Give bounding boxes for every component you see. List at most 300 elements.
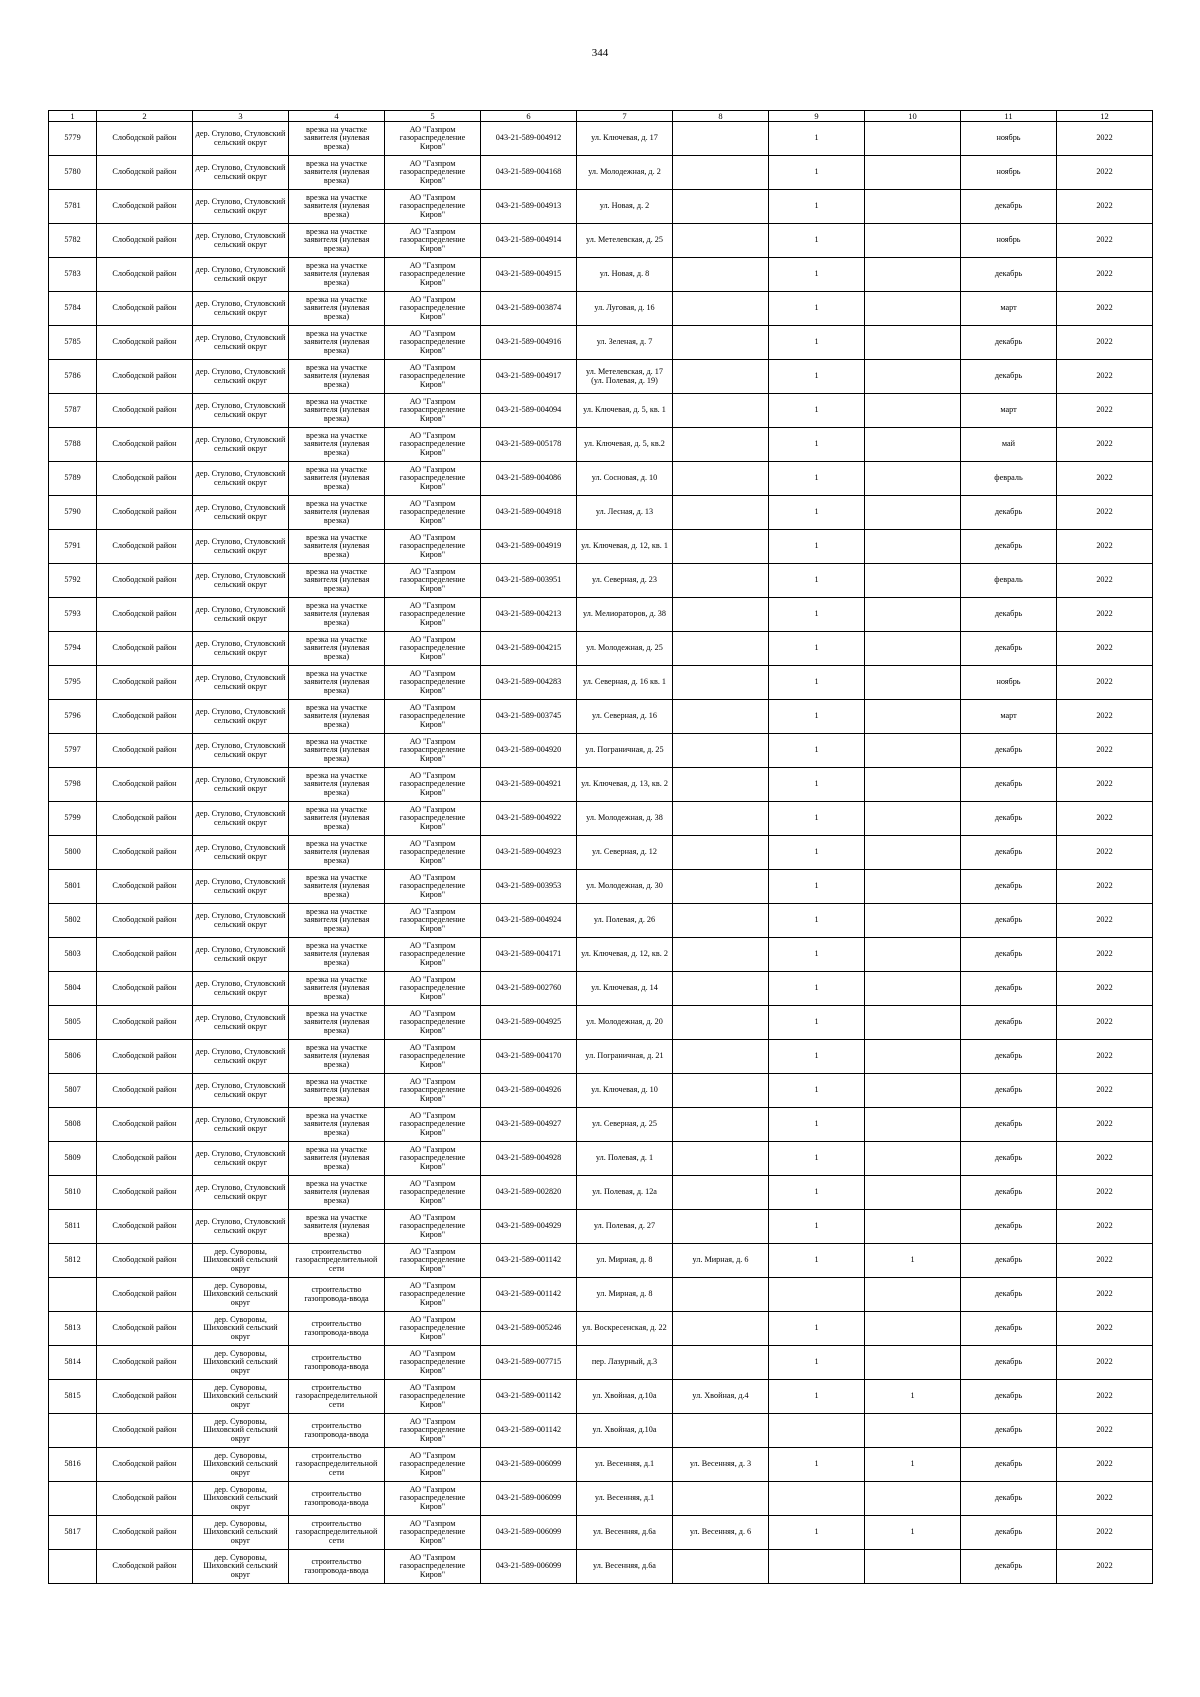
year-cell: 2022 — [1057, 530, 1153, 564]
count-cell: 1 — [769, 428, 865, 462]
row-number-cell: 5803 — [49, 938, 97, 972]
district-cell: Слободской район — [97, 972, 193, 1006]
year-cell: 2022 — [1057, 666, 1153, 700]
table-row — [49, 360, 1153, 394]
table-row — [49, 1108, 1153, 1142]
extra-count-cell — [865, 1482, 961, 1516]
table-row — [49, 734, 1153, 768]
code-cell: 043-21-589-001142 — [481, 1414, 577, 1448]
extra-count-cell — [865, 564, 961, 598]
work-type-cell: строительство газораспределительной сети — [289, 1244, 385, 1278]
column-header: 3 — [193, 111, 289, 122]
row-number-cell: 5800 — [49, 836, 97, 870]
code-cell: 043-21-589-004916 — [481, 326, 577, 360]
year-cell: 2022 — [1057, 1312, 1153, 1346]
locality-cell: дер. Стулово, Стуловский сельский округ — [193, 1176, 289, 1210]
second-address-cell — [673, 360, 769, 394]
organization-cell: АО "Газпром газораспределение Киров" — [385, 1550, 481, 1584]
month-cell: декабрь — [961, 836, 1057, 870]
organization-cell: АО "Газпром газораспределение Киров" — [385, 1108, 481, 1142]
address-cell: ул. Молодежная, д. 25 — [577, 632, 673, 666]
address-cell: ул. Северная, д. 12 — [577, 836, 673, 870]
organization-cell: АО "Газпром газораспределение Киров" — [385, 122, 481, 156]
year-cell: 2022 — [1057, 904, 1153, 938]
address-cell: ул. Мирная, д. 8 — [577, 1278, 673, 1312]
year-cell: 2022 — [1057, 1346, 1153, 1380]
year-cell: 2022 — [1057, 1278, 1153, 1312]
second-address-cell — [673, 836, 769, 870]
column-number-row — [49, 111, 1153, 122]
district-cell: Слободской район — [97, 1516, 193, 1550]
second-address-cell — [673, 122, 769, 156]
row-number-cell: 5796 — [49, 700, 97, 734]
extra-count-cell — [865, 836, 961, 870]
extra-count-cell — [865, 1074, 961, 1108]
year-cell: 2022 — [1057, 156, 1153, 190]
table-row — [49, 768, 1153, 802]
year-cell: 2022 — [1057, 768, 1153, 802]
locality-cell: дер. Суворовы, Шиховский сельский округ — [193, 1448, 289, 1482]
locality-cell: дер. Стулово, Стуловский сельский округ — [193, 190, 289, 224]
code-cell: 043-21-589-004171 — [481, 938, 577, 972]
address-cell: ул. Молодежная, д. 20 — [577, 1006, 673, 1040]
month-cell: декабрь — [961, 734, 1057, 768]
organization-cell: АО "Газпром газораспределение Киров" — [385, 1040, 481, 1074]
table-row — [49, 700, 1153, 734]
count-cell: 1 — [769, 1006, 865, 1040]
count-cell: 1 — [769, 530, 865, 564]
count-cell: 1 — [769, 1074, 865, 1108]
count-cell: 1 — [769, 224, 865, 258]
address-cell: ул. Полевая, д. 12а — [577, 1176, 673, 1210]
table-body — [49, 122, 1153, 1584]
table-row — [49, 326, 1153, 360]
work-type-cell: врезка на участке заявителя (нулевая врезка) — [289, 632, 385, 666]
count-cell — [769, 1482, 865, 1516]
locality-cell: дер. Стулово, Стуловский сельский округ — [193, 122, 289, 156]
organization-cell: АО "Газпром газораспределение Киров" — [385, 1482, 481, 1516]
row-number-cell: 5811 — [49, 1210, 97, 1244]
code-cell: 043-21-589-004920 — [481, 734, 577, 768]
locality-cell: дер. Стулово, Стуловский сельский округ — [193, 734, 289, 768]
year-cell: 2022 — [1057, 462, 1153, 496]
year-cell: 2022 — [1057, 292, 1153, 326]
work-type-cell: врезка на участке заявителя (нулевая врезка) — [289, 904, 385, 938]
district-cell: Слободской район — [97, 802, 193, 836]
address-cell: ул. Северная, д. 23 — [577, 564, 673, 598]
row-number-cell: 5790 — [49, 496, 97, 530]
code-cell: 043-21-589-005246 — [481, 1312, 577, 1346]
extra-count-cell — [865, 632, 961, 666]
column-header: 12 — [1057, 111, 1153, 122]
row-number-cell: 5798 — [49, 768, 97, 802]
month-cell: ноябрь — [961, 122, 1057, 156]
code-cell: 043-21-589-006099 — [481, 1482, 577, 1516]
year-cell: 2022 — [1057, 836, 1153, 870]
count-cell: 1 — [769, 734, 865, 768]
code-cell: 043-21-589-004283 — [481, 666, 577, 700]
table-row — [49, 428, 1153, 462]
row-number-cell: 5797 — [49, 734, 97, 768]
year-cell: 2022 — [1057, 1414, 1153, 1448]
address-cell: ул. Пограничная, д. 25 — [577, 734, 673, 768]
extra-count-cell — [865, 156, 961, 190]
organization-cell: АО "Газпром газораспределение Киров" — [385, 768, 481, 802]
month-cell: май — [961, 428, 1057, 462]
locality-cell: дер. Стулово, Стуловский сельский округ — [193, 1210, 289, 1244]
code-cell: 043-21-589-003951 — [481, 564, 577, 598]
row-number-cell: 5799 — [49, 802, 97, 836]
row-number-cell: 5801 — [49, 870, 97, 904]
work-type-cell: врезка на участке заявителя (нулевая врезка) — [289, 394, 385, 428]
district-cell: Слободской район — [97, 1006, 193, 1040]
address-cell: ул. Ключевая, д. 12, кв. 1 — [577, 530, 673, 564]
organization-cell: АО "Газпром газораспределение Киров" — [385, 1210, 481, 1244]
row-number-cell: 5813 — [49, 1312, 97, 1346]
code-cell: 043-21-589-006099 — [481, 1516, 577, 1550]
second-address-cell — [673, 1278, 769, 1312]
organization-cell: АО "Газпром газораспределение Киров" — [385, 1346, 481, 1380]
code-cell: 043-21-589-004927 — [481, 1108, 577, 1142]
work-type-cell: врезка на участке заявителя (нулевая врезка) — [289, 564, 385, 598]
district-cell: Слободской район — [97, 734, 193, 768]
code-cell: 043-21-589-004168 — [481, 156, 577, 190]
year-cell: 2022 — [1057, 802, 1153, 836]
code-cell: 043-21-589-004925 — [481, 1006, 577, 1040]
second-address-cell — [673, 1312, 769, 1346]
work-type-cell: врезка на участке заявителя (нулевая врезка) — [289, 258, 385, 292]
work-type-cell: строительство газопровода-ввода — [289, 1482, 385, 1516]
row-number-cell: 5795 — [49, 666, 97, 700]
district-cell: Слободской район — [97, 700, 193, 734]
extra-count-cell — [865, 258, 961, 292]
second-address-cell — [673, 190, 769, 224]
locality-cell: дер. Суворовы, Шиховский сельский округ — [193, 1414, 289, 1448]
code-cell: 043-21-589-004915 — [481, 258, 577, 292]
organization-cell: АО "Газпром газораспределение Киров" — [385, 1516, 481, 1550]
address-cell: ул. Северная, д. 16 — [577, 700, 673, 734]
second-address-cell: ул. Весенняя, д. 6 — [673, 1516, 769, 1550]
row-number-cell: 5787 — [49, 394, 97, 428]
address-cell: ул. Воскресенская, д. 22 — [577, 1312, 673, 1346]
address-cell: ул. Лесная, д. 13 — [577, 496, 673, 530]
extra-count-cell — [865, 462, 961, 496]
year-cell: 2022 — [1057, 224, 1153, 258]
extra-count-cell — [865, 1414, 961, 1448]
address-cell: ул. Весенняя, д.6а — [577, 1516, 673, 1550]
extra-count-cell: 1 — [865, 1448, 961, 1482]
month-cell: декабрь — [961, 1380, 1057, 1414]
table-row — [49, 870, 1153, 904]
table-row — [49, 1210, 1153, 1244]
organization-cell: АО "Газпром газораспределение Киров" — [385, 972, 481, 1006]
month-cell: декабрь — [961, 1006, 1057, 1040]
table-row — [49, 1040, 1153, 1074]
address-cell: ул. Ключевая, д. 13, кв. 2 — [577, 768, 673, 802]
extra-count-cell — [865, 802, 961, 836]
work-type-cell: врезка на участке заявителя (нулевая врезка) — [289, 938, 385, 972]
work-type-cell: врезка на участке заявителя (нулевая врезка) — [289, 462, 385, 496]
organization-cell: АО "Газпром газораспределение Киров" — [385, 1312, 481, 1346]
organization-cell: АО "Газпром газораспределение Киров" — [385, 598, 481, 632]
month-cell: декабрь — [961, 802, 1057, 836]
extra-count-cell — [865, 938, 961, 972]
column-header: 6 — [481, 111, 577, 122]
second-address-cell — [673, 632, 769, 666]
year-cell: 2022 — [1057, 1040, 1153, 1074]
year-cell: 2022 — [1057, 1244, 1153, 1278]
organization-cell: АО "Газпром газораспределение Киров" — [385, 428, 481, 462]
row-number-cell: 5806 — [49, 1040, 97, 1074]
row-number-cell: 5789 — [49, 462, 97, 496]
work-type-cell: врезка на участке заявителя (нулевая врезка) — [289, 360, 385, 394]
second-address-cell — [673, 394, 769, 428]
row-number-cell: 5817 — [49, 1516, 97, 1550]
locality-cell: дер. Суворовы, Шиховский сельский округ — [193, 1380, 289, 1414]
table-row — [49, 1244, 1153, 1278]
work-type-cell: строительство газораспределительной сети — [289, 1380, 385, 1414]
extra-count-cell — [865, 360, 961, 394]
code-cell: 043-21-589-004921 — [481, 768, 577, 802]
locality-cell: дер. Стулово, Стуловский сельский округ — [193, 768, 289, 802]
row-number-cell: 5807 — [49, 1074, 97, 1108]
year-cell: 2022 — [1057, 1142, 1153, 1176]
extra-count-cell — [865, 870, 961, 904]
organization-cell: АО "Газпром газораспределение Киров" — [385, 1244, 481, 1278]
year-cell: 2022 — [1057, 938, 1153, 972]
organization-cell: АО "Газпром газораспределение Киров" — [385, 1380, 481, 1414]
locality-cell: дер. Стулово, Стуловский сельский округ — [193, 870, 289, 904]
count-cell: 1 — [769, 802, 865, 836]
organization-cell: АО "Газпром газораспределение Киров" — [385, 292, 481, 326]
year-cell: 2022 — [1057, 598, 1153, 632]
district-cell: Слободской район — [97, 326, 193, 360]
row-number-cell: 5810 — [49, 1176, 97, 1210]
second-address-cell — [673, 1210, 769, 1244]
count-cell: 1 — [769, 1244, 865, 1278]
row-number-cell: 5785 — [49, 326, 97, 360]
extra-count-cell — [865, 700, 961, 734]
extra-count-cell — [865, 1550, 961, 1584]
year-cell: 2022 — [1057, 1074, 1153, 1108]
district-cell: Слободской район — [97, 768, 193, 802]
work-type-cell: врезка на участке заявителя (нулевая врезка) — [289, 292, 385, 326]
table-row — [49, 1482, 1153, 1516]
count-cell: 1 — [769, 190, 865, 224]
address-cell: ул. Ключевая, д. 14 — [577, 972, 673, 1006]
district-cell: Слободской район — [97, 938, 193, 972]
month-cell: декабрь — [961, 1414, 1057, 1448]
code-cell: 043-21-589-004918 — [481, 496, 577, 530]
work-type-cell: врезка на участке заявителя (нулевая врезка) — [289, 1040, 385, 1074]
second-address-cell — [673, 224, 769, 258]
code-cell: 043-21-589-004928 — [481, 1142, 577, 1176]
code-cell: 043-21-589-001142 — [481, 1244, 577, 1278]
count-cell: 1 — [769, 972, 865, 1006]
row-number-cell — [49, 1278, 97, 1312]
code-cell: 043-21-589-002820 — [481, 1176, 577, 1210]
work-type-cell: строительство газопровода-ввода — [289, 1346, 385, 1380]
locality-cell: дер. Стулово, Стуловский сельский округ — [193, 326, 289, 360]
second-address-cell: ул. Мирная, д. 6 — [673, 1244, 769, 1278]
month-cell: март — [961, 394, 1057, 428]
month-cell: декабрь — [961, 1210, 1057, 1244]
work-type-cell: врезка на участке заявителя (нулевая врезка) — [289, 326, 385, 360]
month-cell: декабрь — [961, 1142, 1057, 1176]
code-cell: 043-21-589-006099 — [481, 1550, 577, 1584]
month-cell: декабрь — [961, 768, 1057, 802]
table-row — [49, 1516, 1153, 1550]
year-cell: 2022 — [1057, 1380, 1153, 1414]
work-type-cell: строительство газопровода-ввода — [289, 1278, 385, 1312]
work-type-cell: врезка на участке заявителя (нулевая врезка) — [289, 530, 385, 564]
table-row — [49, 190, 1153, 224]
address-cell: ул. Ключевая, д. 17 — [577, 122, 673, 156]
count-cell: 1 — [769, 326, 865, 360]
locality-cell: дер. Стулово, Стуловский сельский округ — [193, 904, 289, 938]
locality-cell: дер. Стулово, Стуловский сельский округ — [193, 938, 289, 972]
extra-count-cell — [865, 190, 961, 224]
extra-count-cell — [865, 224, 961, 258]
row-number-cell: 5809 — [49, 1142, 97, 1176]
organization-cell: АО "Газпром газораспределение Киров" — [385, 564, 481, 598]
month-cell: декабрь — [961, 190, 1057, 224]
organization-cell: АО "Газпром газораспределение Киров" — [385, 700, 481, 734]
code-cell: 043-21-589-002760 — [481, 972, 577, 1006]
table-row — [49, 1346, 1153, 1380]
locality-cell: дер. Стулово, Стуловский сельский округ — [193, 1040, 289, 1074]
second-address-cell — [673, 258, 769, 292]
address-cell: ул. Хвойная, д.10а — [577, 1414, 673, 1448]
second-address-cell — [673, 428, 769, 462]
second-address-cell — [673, 462, 769, 496]
row-number-cell: 5793 — [49, 598, 97, 632]
address-cell: ул. Северная, д. 16 кв. 1 — [577, 666, 673, 700]
month-cell: декабрь — [961, 904, 1057, 938]
district-cell: Слободской район — [97, 1550, 193, 1584]
column-header: 11 — [961, 111, 1057, 122]
district-cell: Слободской район — [97, 462, 193, 496]
month-cell: декабрь — [961, 1346, 1057, 1380]
locality-cell: дер. Стулово, Стуловский сельский округ — [193, 360, 289, 394]
address-cell: ул. Весенняя, д.6а — [577, 1550, 673, 1584]
code-cell: 043-21-589-004922 — [481, 802, 577, 836]
extra-count-cell — [865, 1142, 961, 1176]
column-header: 4 — [289, 111, 385, 122]
locality-cell: дер. Стулово, Стуловский сельский округ — [193, 1006, 289, 1040]
locality-cell: дер. Стулово, Стуловский сельский округ — [193, 802, 289, 836]
row-number-cell: 5814 — [49, 1346, 97, 1380]
row-number-cell: 5794 — [49, 632, 97, 666]
organization-cell: АО "Газпром газораспределение Киров" — [385, 1074, 481, 1108]
table-row — [49, 1074, 1153, 1108]
work-type-cell: врезка на участке заявителя (нулевая врезка) — [289, 700, 385, 734]
gasification-table — [48, 110, 1153, 1584]
organization-cell: АО "Газпром газораспределение Киров" — [385, 632, 481, 666]
district-cell: Слободской район — [97, 496, 193, 530]
row-number-cell: 5815 — [49, 1380, 97, 1414]
address-cell: ул. Ключевая, д. 10 — [577, 1074, 673, 1108]
locality-cell: дер. Стулово, Стуловский сельский округ — [193, 224, 289, 258]
district-cell: Слободской район — [97, 428, 193, 462]
locality-cell: дер. Стулово, Стуловский сельский округ — [193, 394, 289, 428]
count-cell: 1 — [769, 700, 865, 734]
row-number-cell: 5812 — [49, 1244, 97, 1278]
locality-cell: дер. Стулово, Стуловский сельский округ — [193, 972, 289, 1006]
table-row — [49, 394, 1153, 428]
code-cell: 043-21-589-004094 — [481, 394, 577, 428]
row-number-cell: 5786 — [49, 360, 97, 394]
second-address-cell — [673, 734, 769, 768]
second-address-cell — [673, 1006, 769, 1040]
organization-cell: АО "Газпром газораспределение Киров" — [385, 1278, 481, 1312]
table-row — [49, 462, 1153, 496]
table-row — [49, 1006, 1153, 1040]
extra-count-cell — [865, 1346, 961, 1380]
address-cell: ул. Полевая, д. 1 — [577, 1142, 673, 1176]
extra-count-cell — [865, 1210, 961, 1244]
organization-cell: АО "Газпром газораспределение Киров" — [385, 1448, 481, 1482]
month-cell: декабрь — [961, 1278, 1057, 1312]
count-cell: 1 — [769, 1108, 865, 1142]
code-cell: 043-21-589-004213 — [481, 598, 577, 632]
organization-cell: АО "Газпром газораспределение Киров" — [385, 258, 481, 292]
column-header: 9 — [769, 111, 865, 122]
month-cell: декабрь — [961, 1040, 1057, 1074]
locality-cell: дер. Стулово, Стуловский сельский округ — [193, 496, 289, 530]
work-type-cell: врезка на участке заявителя (нулевая врезка) — [289, 496, 385, 530]
extra-count-cell — [865, 1006, 961, 1040]
code-cell: 043-21-589-004170 — [481, 1040, 577, 1074]
extra-count-cell — [865, 292, 961, 326]
district-cell: Слободской район — [97, 564, 193, 598]
extra-count-cell — [865, 1040, 961, 1074]
count-cell: 1 — [769, 1312, 865, 1346]
extra-count-cell: 1 — [865, 1516, 961, 1550]
row-number-cell — [49, 1550, 97, 1584]
second-address-cell — [673, 1040, 769, 1074]
address-cell: ул. Весенняя, д.1 — [577, 1482, 673, 1516]
address-cell: ул. Сосновая, д. 10 — [577, 462, 673, 496]
table-row — [49, 1380, 1153, 1414]
second-address-cell — [673, 1550, 769, 1584]
count-cell: 1 — [769, 1210, 865, 1244]
work-type-cell: врезка на участке заявителя (нулевая врезка) — [289, 836, 385, 870]
district-cell: Слободской район — [97, 292, 193, 326]
year-cell: 2022 — [1057, 632, 1153, 666]
count-cell: 1 — [769, 462, 865, 496]
work-type-cell: врезка на участке заявителя (нулевая врезка) — [289, 224, 385, 258]
extra-count-cell — [865, 122, 961, 156]
locality-cell: дер. Стулово, Стуловский сельский округ — [193, 258, 289, 292]
organization-cell: АО "Газпром газораспределение Киров" — [385, 734, 481, 768]
row-number-cell: 5782 — [49, 224, 97, 258]
count-cell: 1 — [769, 836, 865, 870]
year-cell: 2022 — [1057, 1176, 1153, 1210]
organization-cell: АО "Газпром газораспределение Киров" — [385, 836, 481, 870]
extra-count-cell: 1 — [865, 1380, 961, 1414]
district-cell: Слободской район — [97, 394, 193, 428]
work-type-cell: строительство газораспределительной сети — [289, 1516, 385, 1550]
count-cell: 1 — [769, 598, 865, 632]
address-cell: ул. Ключевая, д. 5, кв. 1 — [577, 394, 673, 428]
year-cell: 2022 — [1057, 122, 1153, 156]
row-number-cell: 5805 — [49, 1006, 97, 1040]
extra-count-cell — [865, 428, 961, 462]
locality-cell: дер. Стулово, Стуловский сельский округ — [193, 1108, 289, 1142]
count-cell: 1 — [769, 394, 865, 428]
organization-cell: АО "Газпром газораспределение Киров" — [385, 666, 481, 700]
